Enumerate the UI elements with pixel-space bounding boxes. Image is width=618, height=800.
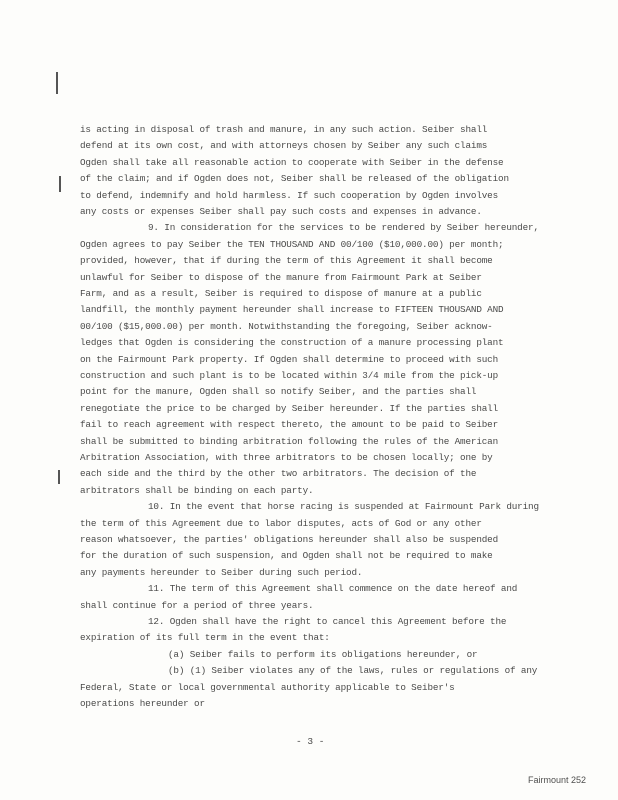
text-line: Ogden shall take all reasonable action to cooperate with Seiber in the defense [80,156,504,168]
text-line: provided, however, that if during the term of this Agreement it shall become [80,255,493,267]
text-line: ledges that Ogden is considering the construction of a manure processing plant [80,337,504,349]
scan-speck [56,72,58,94]
text-line: on the Fairmount Park property. If Ogden shall determine to proceed with such [80,353,499,365]
text-line: operations hereunder or [80,698,205,709]
text-line: is acting in disposal of trash and manure, in any such action. Seiber shall [80,124,488,135]
text-line: shall continue for a period of three years. [80,599,314,611]
page-number: - 3 - [296,736,325,747]
text-line: expiration of its full term in the event that: [80,632,330,644]
text-line: Federal, State or local governmental authority applicable to Seiber's [80,681,455,693]
text-line: unlawful for Seiber to dispose of the manure from Fairmount Park at Seiber [80,271,482,283]
text-line: to defend, indemnify and hold harmless. If such cooperation by Ogden involves [80,189,499,201]
text-line: Ogden agrees to pay Seiber the TEN THOUSAND AND 00/100 ($10,000.00) per month; [80,238,504,250]
clause-b: (b) (1) Seiber violates any of the laws, rules or regulations of any [168,665,538,677]
text-line: any payments hereunder to Seiber during such period. [80,566,363,578]
text-line: construction and such plant is to be located within 3/4 mile from the pick-up [80,370,499,381]
text-line: 00/100 ($15,000.00) per month. Notwithstanding the foregoing, Seiber acknow- [80,320,493,332]
text-line: the term of this Agreement due to labor disputes, acts of God or any other [80,517,482,529]
text-line: reason whatsoever, the parties' obligations hereunder shall also be suspended [80,534,499,545]
text-line: arbitrators shall be binding on each party. [80,484,314,496]
text-line: renegotiate the price to be charged by Seiber hereunder. If the parties shall [80,402,499,414]
paragraph-9-start: 9. In consideration for the services to be rendered by Seiber hereunder, [148,222,539,234]
text-line: shall be submitted to binding arbitration following the rules of the American [80,435,499,447]
text-line: fail to reach agreement with respect thereto, the amount to be paid to Seiber [80,419,499,431]
text-line: Farm, and as a result, Seiber is required to dispose of manure at a public [80,288,482,299]
scan-speck [58,470,60,484]
scan-speck [59,176,61,192]
paragraph-11-start: 11. The term of this Agreement shall commence on the date hereof and [148,583,518,595]
bates-number: Fairmount 252 [528,775,587,785]
text-line: landfill, the monthly payment hereunder shall increase to FIFTEEN THOUSAND AND [80,304,504,316]
text-line: point for the manure, Ogden shall so notify Seiber, and the parties shall [80,386,477,398]
clause-a: (a) Seiber fails to perform its obligations hereunder, or [168,648,478,660]
text-line: any costs or expenses Seiber shall pay such costs and expenses in advance. [80,206,482,217]
text-line: defend at its own cost, and with attorneys chosen by Seiber any such claims [80,140,488,152]
text-line: for the duration of such suspension, and Ogden shall not be required to make [80,550,493,562]
text-line: Arbitration Association, with three arbitrators to be chosen locally; one by [80,452,493,463]
text-line: of the claim; and if Ogden does not, Seiber shall be released of the obligation [80,173,509,185]
paragraph-10-start: 10. In the event that horse racing is suspended at Fairmount Park during [148,501,539,513]
paragraph-12-start: 12. Ogden shall have the right to cancel this Agreement before the [148,616,507,627]
text-line: each side and the third by the other two arbitrators. The decision of the [80,468,477,480]
